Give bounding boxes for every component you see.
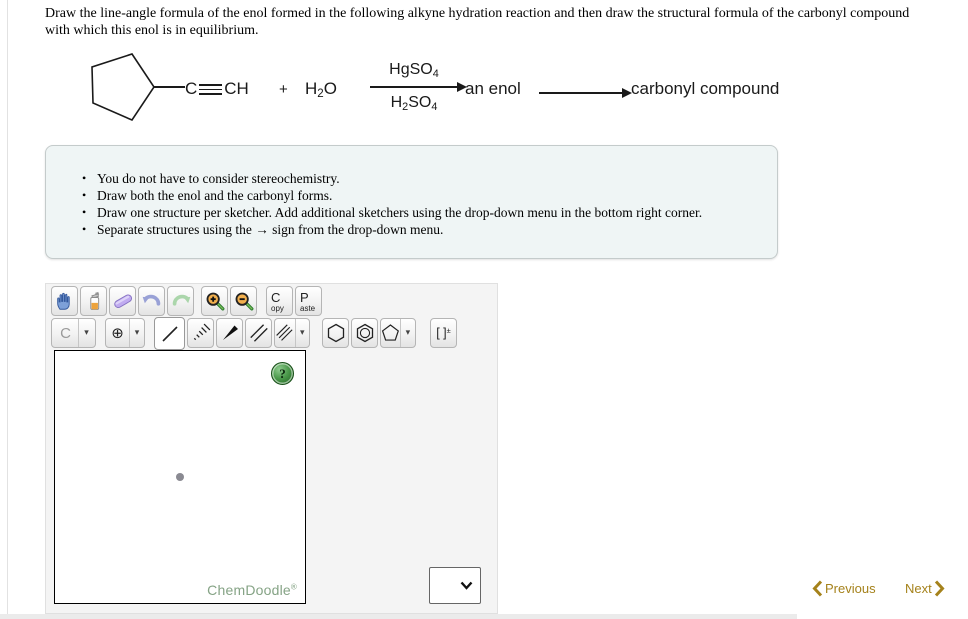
drawing-canvas[interactable] [54,350,306,604]
catalyst-bottom-label: $H_2SO_4$ [390,93,438,113]
hash-wedge-bond-button[interactable] [187,318,214,348]
bracket-label: [ ]± [436,325,451,341]
single-bond-icon [160,324,180,344]
chevron-down-icon[interactable]: ▾ [400,319,415,347]
previous-button[interactable] [812,580,876,597]
redo-arrow-icon [170,290,192,312]
cyclopentane-ring [88,50,158,124]
chemdoodle-logo: ChemDoodle® [207,582,297,598]
clear-tool-button[interactable] [80,286,107,316]
instruction-item: • Draw one structure per sketcher. Add additional sketchers using the drop-down menu in the bottom right corner. [97,204,769,221]
chevron-down-icon[interactable]: ▾ [295,319,309,347]
charge-plus-icon: ⊕ [111,324,124,342]
alkyne-formula [185,79,249,99]
instruction-item: • You do not have to consider stereochemistry. [97,170,769,187]
triple-bond-button[interactable] [274,318,310,348]
bracket-charge-button[interactable] [430,318,457,348]
cyclohexane-ring-button[interactable] [322,318,349,348]
hexagon-ring-icon [326,323,346,343]
instructions-panel [45,145,778,259]
chevron-down-icon [460,581,473,590]
instruction-item: • Draw both the enol and the carbonyl forms. [97,187,769,204]
intermediate-label: an enol [465,79,521,98]
catalyst-top-label: HgSO$_4$ [389,61,439,81]
canvas-center-dot [176,473,184,481]
zoom-out-button[interactable] [230,286,257,316]
single-bond-button[interactable] [154,317,185,350]
copy-button[interactable] [266,286,293,316]
next-button[interactable] [905,580,945,597]
double-bond-icon [248,322,270,344]
reaction-arrow-1 [370,86,458,88]
double-bond-button[interactable] [245,318,272,348]
paste-label: P aste [300,290,316,313]
page-left-divider [7,0,8,619]
sketcher-count-select[interactable] [429,567,481,604]
zoom-in-icon [204,290,226,312]
water-formula: $H_2O$ [305,79,337,101]
copy-label: C opy [271,290,284,313]
content-bottom-edge [0,614,797,619]
alkyne-c-label: C [185,79,198,98]
triple-bond-icon [275,322,295,344]
element-c-label: C [60,324,71,342]
hand-icon [54,290,76,312]
pan-tool-button[interactable] [51,286,78,316]
chevron-down-icon[interactable]: ▾ [78,319,94,347]
reaction-arrow-2 [539,92,623,94]
zoom-in-button[interactable] [201,286,228,316]
element-label-button[interactable] [51,318,96,348]
chemdoodle-sketcher [45,283,498,614]
spray-bottle-icon [83,290,105,312]
help-button[interactable] [271,362,294,385]
previous-label: Previous [825,581,876,596]
paste-button[interactable] [295,286,322,316]
instructions-list [46,146,777,238]
benzene-ring-icon [355,323,375,343]
alkyne-ch-label: CH [224,79,249,98]
hash-wedge-bond-icon [191,323,211,343]
single-bond-line [153,86,185,88]
pentagon-ring-icon [381,323,400,343]
undo-arrow-icon [141,290,163,312]
chevron-down-icon[interactable]: ▾ [129,319,144,347]
chevron-right-icon [934,580,945,597]
next-label: Next [905,581,932,596]
benzene-ring-button[interactable] [351,318,378,348]
reaction-arrow-with-catalysts [366,61,462,115]
instruction-item: • Separate structures using the → sign from the drop-down menu. [97,221,769,238]
question-text: Draw the line-angle formula of the enol formed in the following alkyne hydration reaction and then draw the structural formula of the carbonyl compound with which this enol is in equilibrium. [45,6,910,38]
wedge-bond-icon [220,323,240,343]
cyclopentane-ring-button[interactable] [380,318,416,348]
zoom-out-icon [233,290,255,312]
triple-bond-icon [199,84,222,95]
wedge-bond-button[interactable] [216,318,243,348]
undo-button[interactable] [138,286,165,316]
chevron-left-icon [812,580,823,597]
eraser-icon [112,290,134,312]
redo-button[interactable] [167,286,194,316]
sketcher-toolbar-bottom [51,318,457,350]
question-mark-icon: ? [279,365,286,381]
charge-tool-button[interactable] [105,318,145,348]
product-label: carbonyl compound [631,79,780,98]
sketcher-toolbar-top [51,286,322,316]
eraser-tool-button[interactable] [109,286,136,316]
plus-sign: + [279,81,288,98]
